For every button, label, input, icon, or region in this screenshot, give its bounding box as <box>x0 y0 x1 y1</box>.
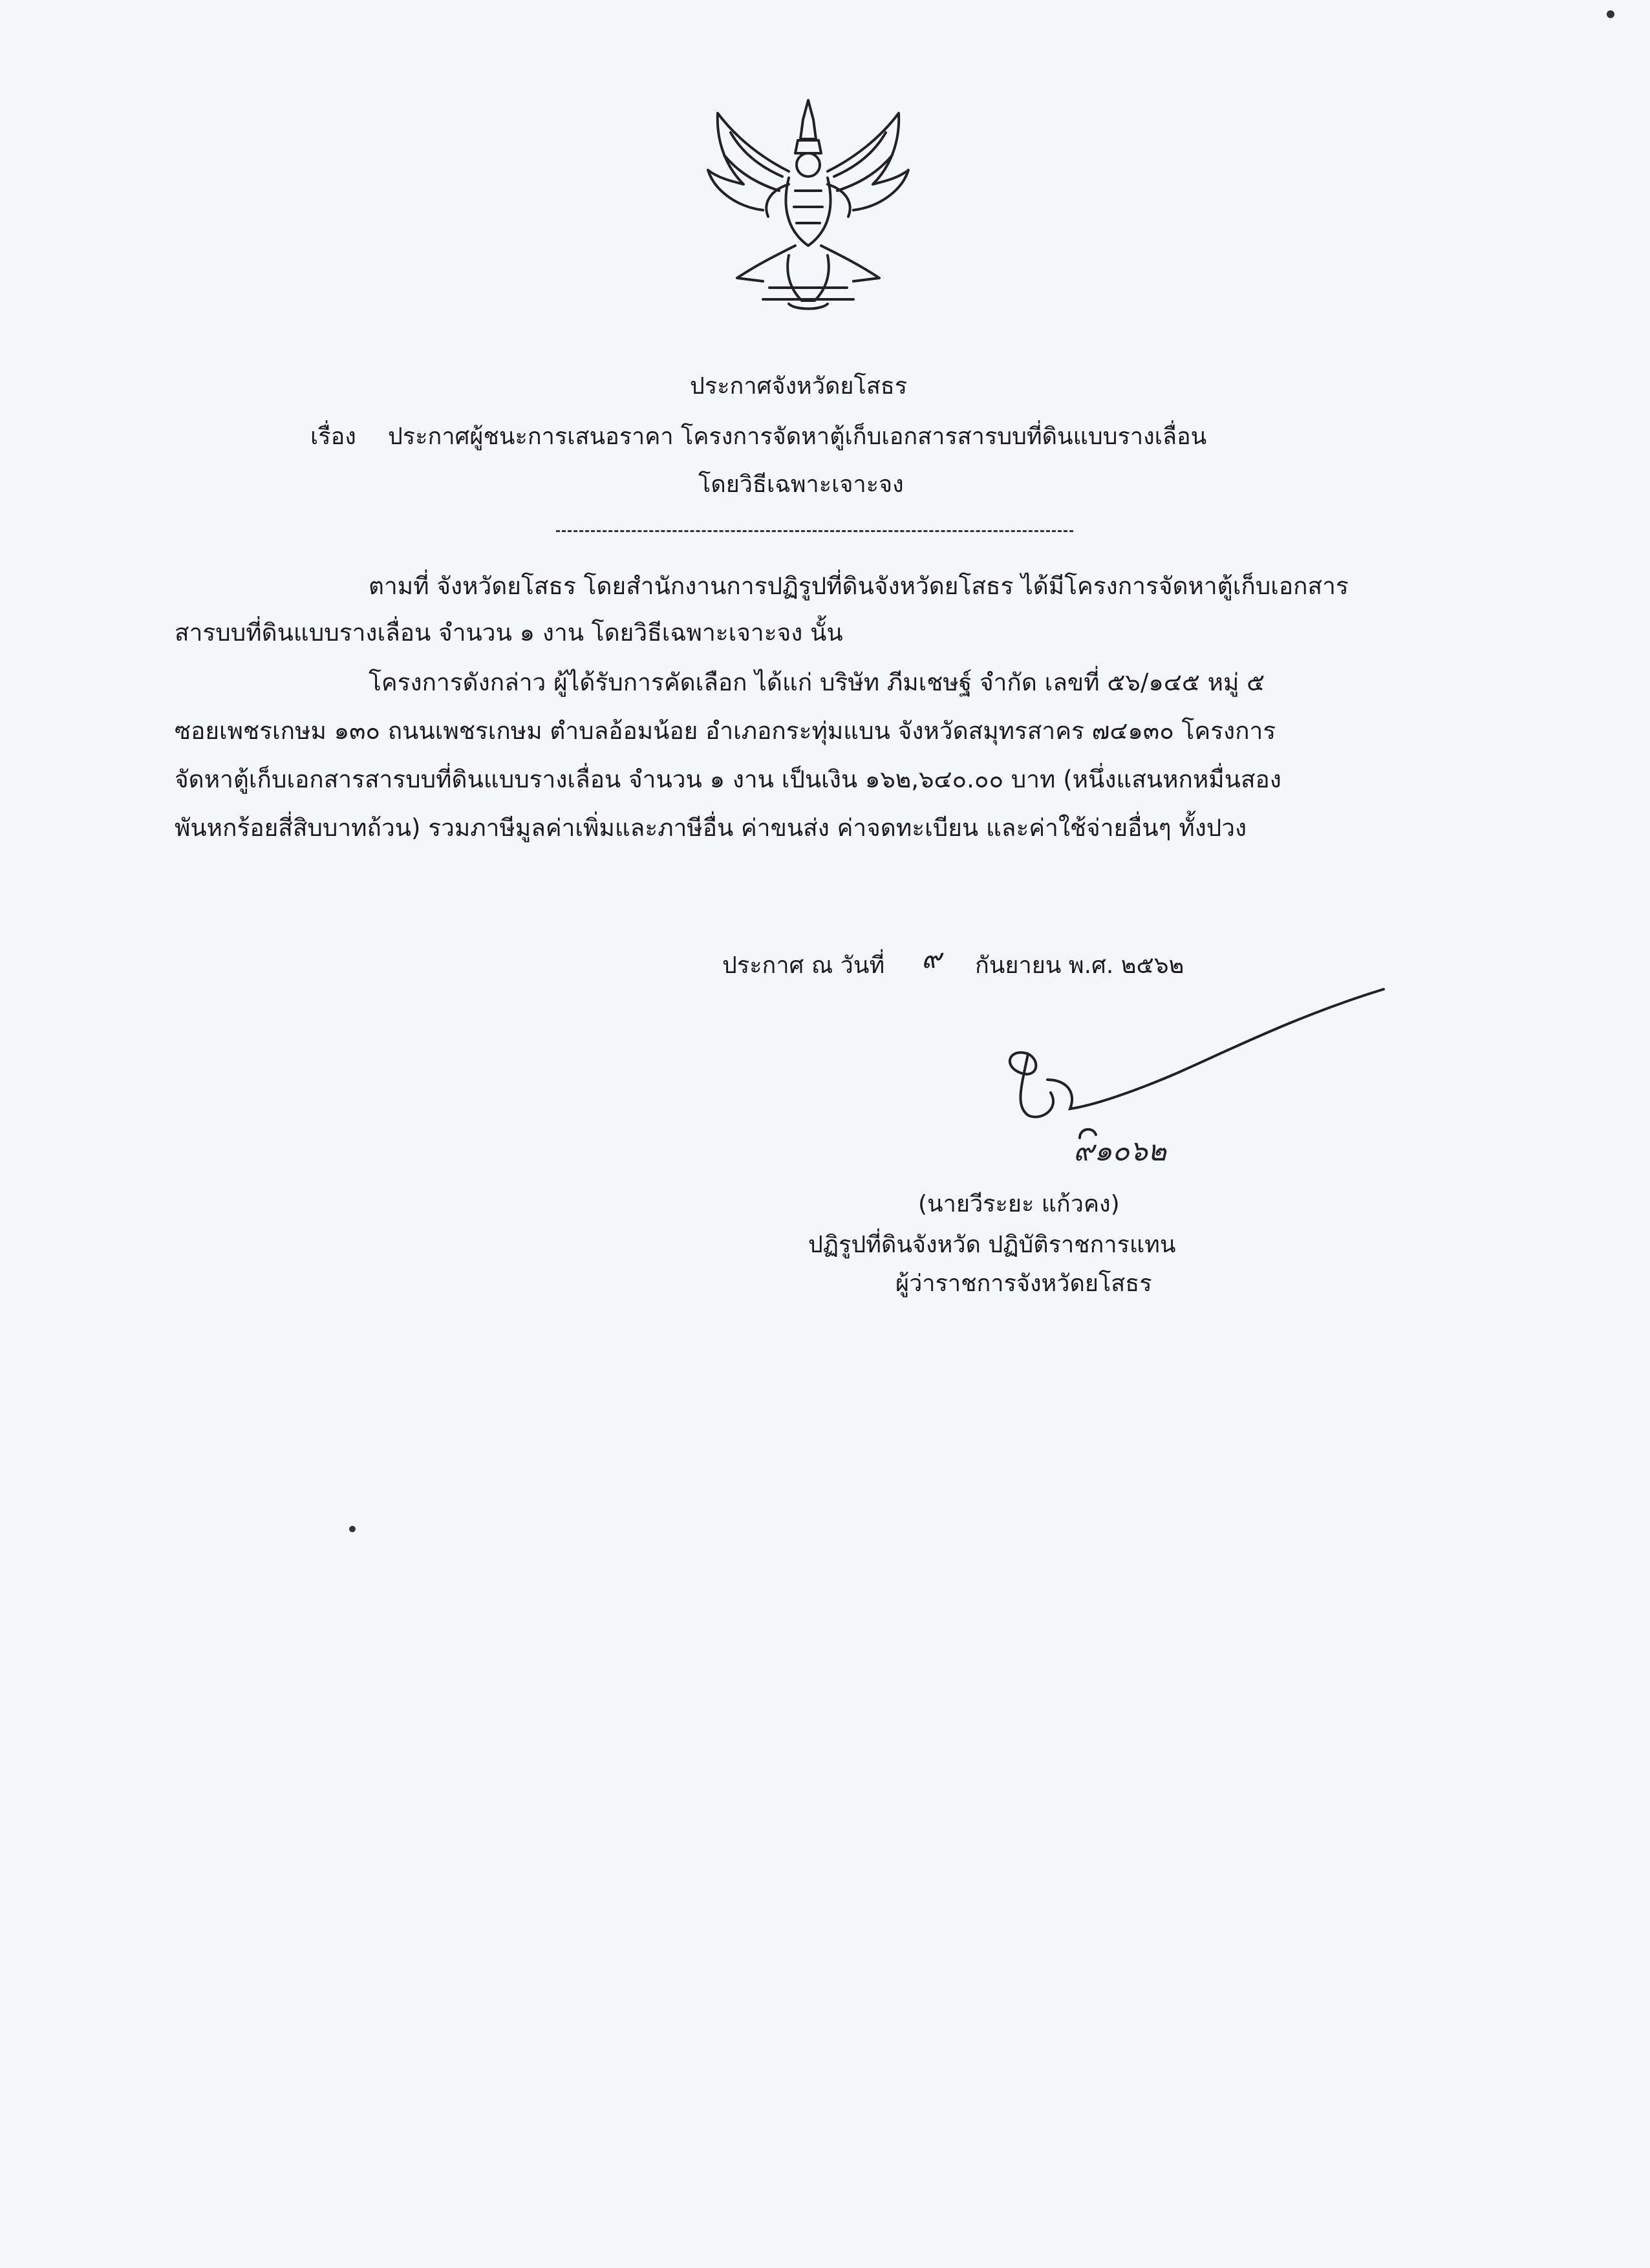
para1-line-1: ตามที่ จังหวัดยโสธร โดยสำนักงานการปฏิรูปที่ดินจังหวัดยโสธร ได้มีโครงการจัดหาตู้เก็บเอกสาร <box>369 572 1349 600</box>
scan-speck <box>1607 10 1614 18</box>
document-heading: ประกาศจังหวัดยโสธร <box>690 373 908 400</box>
garuda-emblem-icon <box>692 94 925 317</box>
para2-line-1: โครงการดังกล่าว ผู้ได้รับการคัดเลือก ได้แก่ บริษัท ภีมเชษฐ์ จำกัด เลขที่ ๕๖/๑๔๕ หมู่ ๕ <box>369 669 1265 696</box>
date-month-year: กันยายน พ.ศ. ๒๕๖๒ <box>975 952 1184 979</box>
signer-name: (นายวีระยะ แก้วคง) <box>918 1191 1120 1217</box>
signer-title-1: ปฏิรูปที่ดินจังหวัด ปฏิบัติราชการแทน <box>808 1232 1176 1258</box>
date-line-prefix: ประกาศ ณ วันที่ <box>722 952 885 979</box>
para2-line-3: จัดหาตู้เก็บเอกสารสารบบที่ดินแบบรางเลื่อน จำนวน ๑ งาน เป็นเงิน ๑๖๒,๖๔๐.๐๐ บาท (หนึ่งแสนหกหมื่นสอง <box>175 765 1281 793</box>
para2-line-2: ซอยเพชรเกษม ๑๓๐ ถนนเพชรเกษม ตำบลอ้อมน้อย อำเภอกระทุ่มแบน จังหวัดสมุทรสาคร ๗๔๑๓๐ โครงการ <box>175 717 1276 745</box>
scan-speck <box>349 1526 356 1532</box>
signer-title-2: ผู้ว่าราชการจังหวัดยโสธร <box>895 1270 1152 1297</box>
divider-line <box>556 530 1073 532</box>
subject-line-1: ประกาศผู้ชนะการเสนอราคา โครงการจัดหาตู้เก็บเอกสารสารบบที่ดินแบบรางเลื่อน <box>388 423 1207 450</box>
date-day: ๙ <box>921 943 941 974</box>
para2-line-4: พันหกร้อยสี่สิบบาทถ้วน) รวมภาษีมูลค่าเพิ่มและภาษีอื่น ค่าขนส่ง ค่าจดทะเบียน และค่าใช้จ่ายอื่นๆ ทั้งปวง <box>175 814 1247 842</box>
signature-scribble <box>963 983 1390 1196</box>
signature-date: ๙๑๐๖๒ <box>1073 1135 1166 1168</box>
subject-label: เรื่อง <box>310 423 356 450</box>
subject-line-2: โดยวิธีเฉพาะเจาะจง <box>698 471 904 498</box>
para1-line-2: สารบบที่ดินแบบรางเลื่อน จำนวน ๑ งาน โดยวิธีเฉพาะเจาะจง นั้น <box>175 619 843 647</box>
